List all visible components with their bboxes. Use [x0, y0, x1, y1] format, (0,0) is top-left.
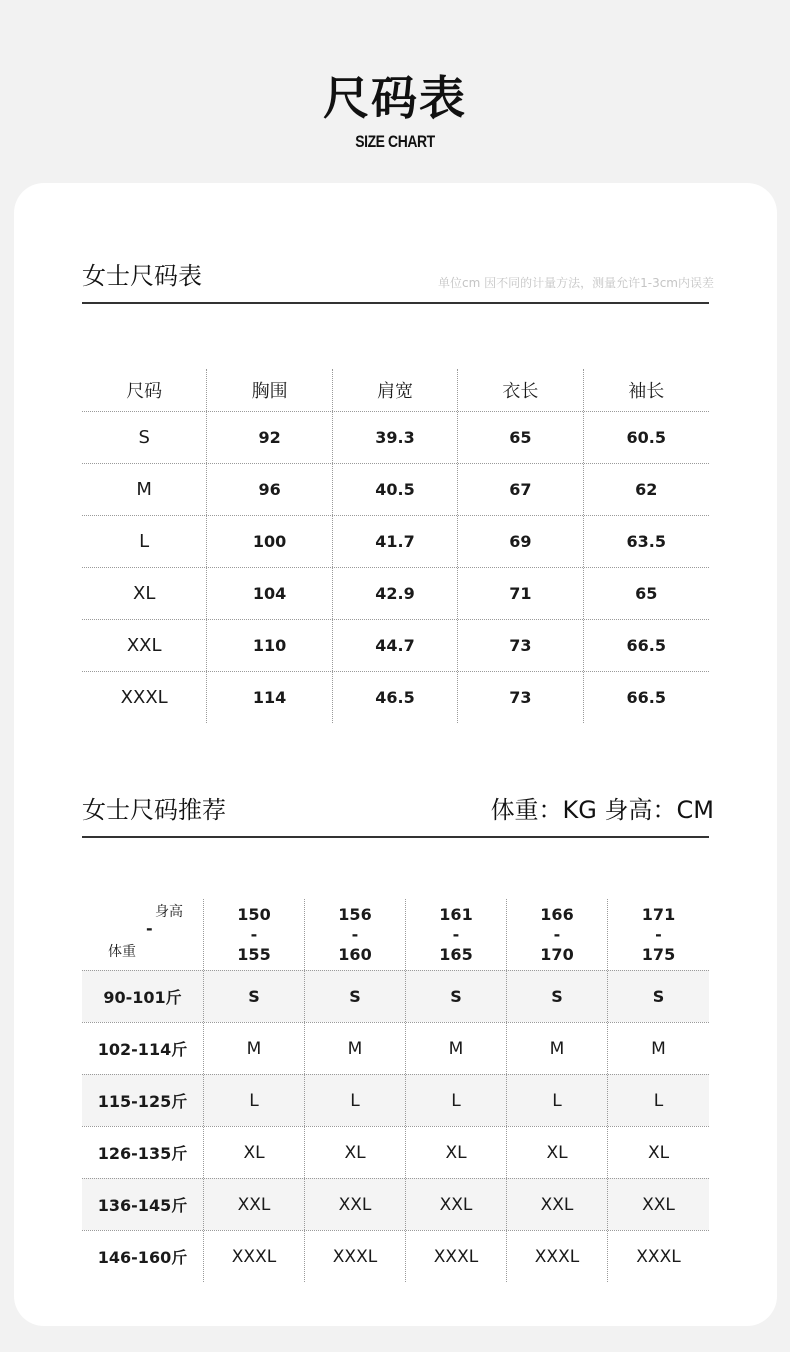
size-cell: S	[406, 971, 507, 1022]
size-cell: XXL	[507, 1179, 608, 1230]
height-to: 175	[641, 944, 676, 964]
women-size-recommend-table	[82, 899, 709, 1282]
corner-cell	[82, 899, 204, 970]
height-to: 155	[237, 944, 271, 964]
chest-cell: 92	[207, 412, 332, 463]
weight-range-cell: 126-135斤	[82, 1127, 204, 1178]
size-cell: XL	[204, 1127, 305, 1178]
size-cell: M	[204, 1023, 305, 1074]
height-from: 156	[338, 904, 372, 924]
table-row	[82, 1074, 709, 1126]
size-cell: XXXL	[204, 1231, 305, 1282]
column-header: 袖长	[628, 381, 665, 402]
size-cell: S	[305, 971, 406, 1022]
weight-range-cell: 90-101斤	[82, 971, 204, 1022]
size-cell: XXL	[305, 1179, 406, 1230]
length-cell: 71	[458, 568, 583, 619]
chest-cell: 96	[207, 464, 332, 515]
range-dash: -	[553, 924, 561, 944]
length-cell: 65	[458, 412, 583, 463]
size-cell: XXL	[406, 1179, 507, 1230]
shoulder-cell: 42.9	[333, 568, 458, 619]
shoulder-cell: 39.3	[333, 412, 458, 463]
column-header: 胸围	[207, 369, 332, 411]
sleeve-cell: 65	[635, 584, 658, 603]
table-row	[82, 463, 709, 515]
size-cell: L	[406, 1075, 507, 1126]
table-row	[82, 970, 709, 1022]
section-divider	[82, 302, 709, 304]
page-subtitle: SIZE CHART	[355, 132, 435, 151]
size-cell: L	[204, 1075, 305, 1126]
range-dash: -	[250, 924, 258, 944]
size-cell: XXL	[204, 1179, 305, 1230]
size-cell: S	[82, 412, 207, 463]
size-cell: XL	[507, 1127, 608, 1178]
sleeve-cell: 60.5	[626, 428, 666, 447]
size-cell: XL	[305, 1127, 406, 1178]
size-cell: M	[406, 1023, 507, 1074]
table-row	[82, 411, 709, 463]
column-header: 衣长	[458, 369, 583, 411]
size-cell: L	[507, 1075, 608, 1126]
length-cell: 67	[458, 464, 583, 515]
table-row	[82, 567, 709, 619]
size-cell: M	[507, 1023, 608, 1074]
table-row	[82, 1126, 709, 1178]
size-cell: XXL	[642, 1194, 675, 1215]
table-row	[82, 515, 709, 567]
shoulder-cell: 46.5	[333, 672, 458, 723]
size-cell: L	[305, 1075, 406, 1126]
length-cell: 73	[458, 672, 583, 723]
measurement-note: 单位cm 因不同的计量方法，测量允许1-3cm内误差	[438, 276, 714, 290]
sleeve-cell: 66.5	[626, 636, 666, 655]
chest-cell: 100	[207, 516, 332, 567]
weight-label: 体重	[108, 944, 136, 960]
page-title: 尺码表	[323, 71, 467, 125]
section-divider	[82, 836, 709, 838]
table-row	[82, 619, 709, 671]
size-cell: M	[82, 464, 207, 515]
table-row	[82, 1022, 709, 1074]
range-dash: -	[655, 924, 662, 944]
size-cell: XXXL	[82, 672, 207, 723]
table-header-row	[82, 899, 709, 970]
weight-range-cell: 146-160斤	[82, 1231, 204, 1282]
size-cell: S	[204, 971, 305, 1022]
size-cell: XL	[647, 1142, 670, 1163]
height-from: 150	[237, 904, 271, 924]
range-dash: -	[452, 924, 460, 944]
size-cell: L	[653, 1090, 664, 1111]
height-range-header	[204, 899, 305, 970]
chest-cell: 114	[207, 672, 332, 723]
height-from: 166	[540, 904, 574, 924]
shoulder-cell: 41.7	[333, 516, 458, 567]
size-cell: XL	[82, 568, 207, 619]
table-row	[82, 1178, 709, 1230]
size-cell: XL	[406, 1127, 507, 1178]
weight-range-cell: 136-145斤	[82, 1179, 204, 1230]
height-to: 165	[439, 944, 473, 964]
weight-range-cell: 102-114斤	[82, 1023, 204, 1074]
size-cell: XXL	[82, 620, 207, 671]
size-cell: XXXL	[406, 1231, 507, 1282]
women-size-table	[82, 352, 709, 723]
size-cell: XXXL	[507, 1231, 608, 1282]
sleeve-cell: 62	[635, 480, 658, 499]
size-cell: S	[507, 971, 608, 1022]
women-size-recommend-title: 女士尺码推荐	[82, 796, 226, 824]
height-range-header	[608, 899, 709, 970]
length-cell: 69	[458, 516, 583, 567]
shoulder-cell: 44.7	[333, 620, 458, 671]
height-from: 171	[641, 904, 676, 924]
range-dash: -	[351, 924, 359, 944]
size-cell: S	[652, 987, 665, 1006]
column-header: 尺码	[82, 369, 207, 411]
table-row	[82, 671, 709, 723]
chest-cell: 104	[207, 568, 332, 619]
size-cell: XXXL	[305, 1231, 406, 1282]
height-range-header	[507, 899, 608, 970]
height-to: 170	[540, 944, 574, 964]
sleeve-cell: 63.5	[626, 532, 666, 551]
height-label: 身高	[155, 904, 183, 920]
height-from: 161	[439, 904, 473, 924]
height-range-header	[305, 899, 406, 970]
size-cell: M	[305, 1023, 406, 1074]
height-range-header	[406, 899, 507, 970]
table-header-row	[82, 352, 709, 411]
chest-cell: 110	[207, 620, 332, 671]
sleeve-cell: 66.5	[626, 688, 666, 707]
unit-note: 体重：KG 身高：CM	[490, 796, 714, 824]
corner-dash: -	[146, 919, 153, 938]
length-cell: 73	[458, 620, 583, 671]
weight-range-cell: 115-125斤	[82, 1075, 204, 1126]
women-size-table-title: 女士尺码表	[82, 262, 202, 290]
height-to: 160	[338, 944, 372, 964]
size-cell: L	[82, 516, 207, 567]
column-header: 肩宽	[333, 369, 458, 411]
shoulder-cell: 40.5	[333, 464, 458, 515]
size-cell: M	[651, 1038, 666, 1059]
table-row	[82, 1230, 709, 1282]
size-cell: XXXL	[636, 1246, 681, 1267]
